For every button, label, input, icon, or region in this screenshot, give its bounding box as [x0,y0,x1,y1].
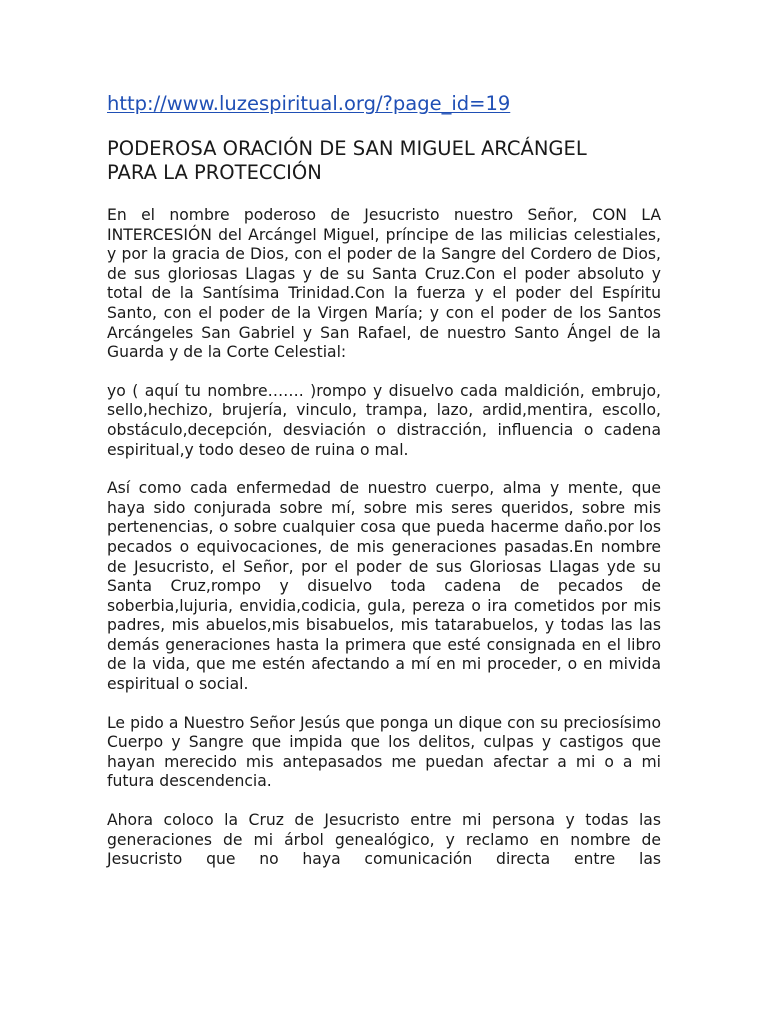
paragraph-generations: Así como cada enfermedad de nuestro cuerpo, alma y mente, que haya sido conjurada sobre mí, sobre mis seres queridos, sobre mis pertenencias, o sobre cualquier cosa que pueda hacerme daño.por los pecados o equivocaciones, de mis generaciones pasadas.En nombre de Jesucristo, el Señor, por el poder de sus Gloriosas Llagas yde su Santa Cruz,rompo y disuelvo toda cadena de pecados de soberbia,lujuria, envidia,codicia, gula, pereza o ira cometidos por mis padres, mis abuelos,mis bisabuelos, mis tatarabuelos, y todas las las demás generaciones hasta la primera que esté consignada en el libro de la vida, que me estén afectando a mí en mi proceder, o en mivida espiritual o social. [107,479,661,694]
paragraph-invocation: En el nombre poderoso de Jesucristo nuestro Señor, CON LA INTERCESIÓN del Arcángel Miguel, príncipe de las milicias celestiales, y por la gracia de Dios, con el poder de la Sangre del Cordero de Dios, de sus gloriosas Llagas y de su Santa Cruz.Con el poder absoluto y total de la Santísima Trinidad.Con la fuerza y el poder del Espíritu Santo, con el poder de la Virgen María; y con el poder de los Santos Arcángeles San Gabriel y San Rafael, de nuestro Santo Ángel de la Guarda y de la Corte Celestial: [107,206,661,362]
document-page [107,92,661,870]
title-line-1: PODEROSA ORACIÓN DE SAN MIGUEL ARCÁNGEL [107,137,587,160]
source-link[interactable]: http://www.luzespiritual.org/?page_id=19 [107,92,511,115]
paragraph-cross: Ahora coloco la Cruz de Jesucristo entre mi persona y todas las generaciones de mi árbol genealógico, y reclamo en nombre de Jesucristo que no haya comunicación directa entre las [107,811,661,869]
paragraph-petition: Le pido a Nuestro Señor Jesús que ponga un dique con su preciosísimo Cuerpo y Sangre que impida que los delitos, culpas y castigos que hayan merecido mis antepasados me puedan afectar a mi o a mi futura descendencia. [107,713,661,791]
title-line-2: PARA LA PROTECCIÓN [107,161,322,184]
paragraph-renunciation: yo ( aquí tu nombre……. )rompo y disuelvo cada maldición, embrujo, sello,hechizo, brujería, vinculo, trampa, lazo, ardid,mentira, escollo, obstáculo,decepción, desviación o distracción, influencia o cadena espiritual,y todo deseo de ruina o mal. [107,381,661,459]
prayer-title [107,137,661,185]
